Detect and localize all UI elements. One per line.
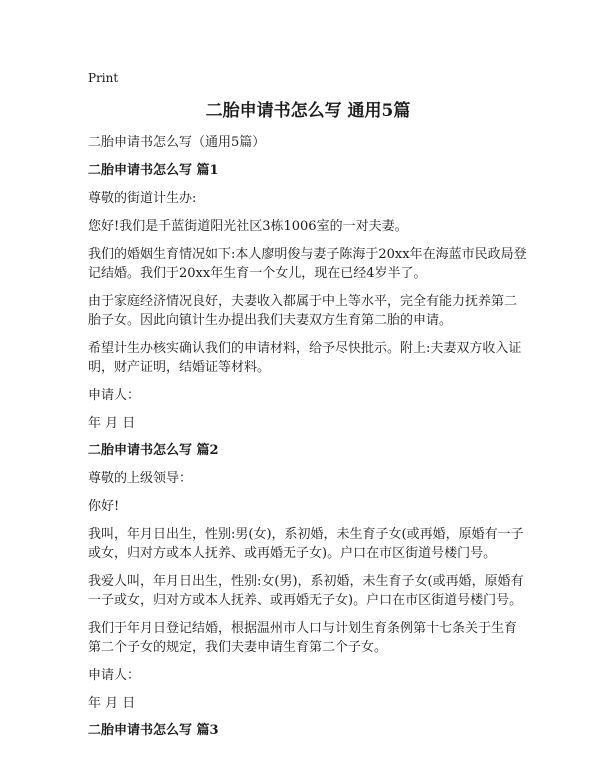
- document-subtitle: 二胎申请书怎么写（通用5篇）: [88, 135, 266, 150]
- section-heading: 二胎申请书怎么写 篇1: [88, 163, 219, 178]
- print-label: Print: [88, 71, 119, 85]
- section-3: [88, 722, 528, 740]
- paragraph: 我爱人叫，年月日出生，性别:女(男)，系初婚，未生育子女(或再婚，原婚有一子或女，归对方或本人抚养、或再婚无子女)。户口在市区街道号楼门号。: [88, 574, 524, 608]
- date-line: 年 月 日: [88, 416, 136, 431]
- salutation: 尊敬的街道计生办:: [88, 191, 197, 206]
- salutation: 尊敬的上级领导：: [88, 471, 193, 486]
- document-title: 二胎申请书怎么写 通用5篇: [205, 101, 411, 121]
- greeting: 你好!: [88, 499, 120, 514]
- paragraph: 我们于年月日登记结婚，根据温州市人口与计划生育条例第十七条关于生育第二个子女的规定，我们夫妻申请生育第二个子女。: [88, 621, 518, 655]
- paragraph: 希望计生办核实确认我们的申请材料，给予尽快批示。附上:夫妻双方收入证明，财产证明，结婚证等材料。: [88, 341, 522, 375]
- paragraph: 我们的婚姻生育情况如下:本人廖明俊与妻子陈海于20xx年在海蓝市民政局登记结婚。我们于20xx年生育一个女儿，现在已经4岁半了。: [88, 247, 527, 281]
- section-1: [88, 162, 528, 433]
- paragraph: 由于家庭经济情况良好，夫妻收入都属于中上等水平，完全有能力抚养第二胎子女。因此向镇计生办提出我们夫妻双方生育第二胎的申请。: [88, 294, 518, 328]
- section-heading: 二胎申请书怎么写 篇3: [88, 723, 219, 738]
- document-page: [88, 70, 528, 749]
- paragraph: 我叫，年月日出生，性别:男(女)，系初婚，未生育子女(或再婚，原婚有一子或女，归对方或本人抚养、或再婚无子女)。户口在市区街道号楼门号。: [88, 527, 524, 561]
- paragraph: 您好!我们是千蓝街道阳光社区3栋1006室的一对夫妻。: [88, 219, 408, 234]
- applicant-line: 申请人：: [88, 668, 141, 683]
- date-line: 年 月 日: [88, 696, 136, 711]
- applicant-line: 申请人：: [88, 388, 141, 403]
- section-heading: 二胎申请书怎么写 篇2: [88, 443, 219, 458]
- section-2: [88, 442, 528, 713]
